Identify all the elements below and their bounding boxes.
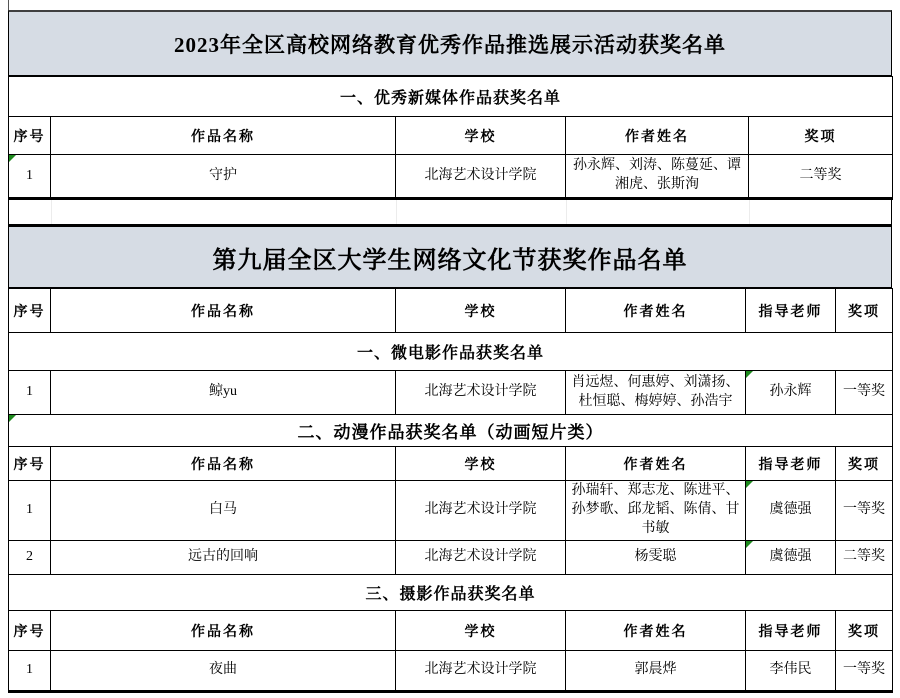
empty-row-strip [8, 200, 892, 224]
award-sheet [8, 10, 892, 693]
header-cell-no: 序号 [9, 611, 51, 651]
header-cell-work: 作品名称 [51, 289, 396, 333]
header-cell-award: 奖项 [836, 447, 893, 481]
header-cell-no: 序号 [9, 447, 51, 481]
cell-authors: 孙永辉、刘涛、陈蔓延、谭湘虎、张斯洵 [566, 155, 749, 199]
cell-teacher: 李伟民 [746, 651, 836, 692]
table1-header-row [9, 117, 893, 155]
banner-title-2023-activity [8, 10, 892, 76]
cell-award: 一等奖 [836, 651, 893, 692]
header-cell-authors: 作者姓名 [566, 611, 746, 651]
cell-award: 二等奖 [749, 155, 893, 199]
cell-award: 一等奖 [836, 371, 893, 415]
header-cell-authors: 作者姓名 [566, 447, 746, 481]
cell-authors: 孙瑞轩、郑志龙、陈进平、孙梦歌、邱龙韬、陈倩、甘书敏 [566, 481, 746, 541]
header-cell-award: 奖项 [749, 117, 893, 155]
cell-school: 北海艺术设计学院 [396, 651, 566, 692]
header-cell-teacher: 指导老师 [746, 611, 836, 651]
cell-no: 1 [9, 651, 51, 692]
header-cell-school: 学校 [396, 289, 566, 333]
header-cell-no: 序号 [9, 117, 51, 155]
header-cell-authors: 作者姓名 [566, 289, 746, 333]
section-title-animation: 二、动漫作品获奖名单（动画短片类） [9, 415, 893, 447]
header-cell-work: 作品名称 [51, 117, 396, 155]
header-cell-school: 学校 [396, 117, 566, 155]
table-row [9, 481, 893, 541]
section-title-new-media: 一、优秀新媒体作品获奖名单 [9, 77, 893, 117]
faint-gridline [396, 200, 397, 224]
header-cell-teacher: 指导老师 [746, 289, 836, 333]
table-culture-festival-awards [8, 288, 893, 693]
cell-authors: 杨雯聪 [566, 541, 746, 575]
cell-teacher: 虞德强 [746, 481, 836, 541]
section-title-photography: 三、摄影作品获奖名单 [9, 575, 893, 611]
faint-gridline [749, 200, 750, 224]
cell-work-name: 远古的回响 [51, 541, 396, 575]
cell-no: 1 [9, 371, 51, 415]
table-new-media-awards [8, 76, 893, 200]
cell-no: 1 [9, 155, 51, 199]
cell-award: 一等奖 [836, 481, 893, 541]
header-cell-school: 学校 [396, 447, 566, 481]
table2-header-row-repeat [9, 447, 893, 481]
banner-title-culture-festival [8, 224, 892, 288]
cell-school: 北海艺术设计学院 [396, 541, 566, 575]
cell-no: 1 [9, 481, 51, 541]
table2-header-row [9, 289, 893, 333]
table2-header-row-repeat [9, 611, 893, 651]
header-cell-work: 作品名称 [51, 447, 396, 481]
cell-teacher: 孙永辉 [746, 371, 836, 415]
header-cell-teacher: 指导老师 [746, 447, 836, 481]
cell-school: 北海艺术设计学院 [396, 481, 566, 541]
header-cell-school: 学校 [396, 611, 566, 651]
cell-authors: 郭晨烨 [566, 651, 746, 692]
banner1-title-text: 2023年全区高校网络教育优秀作品推选展示活动获奖名单 [174, 32, 726, 57]
header-cell-award: 奖项 [836, 289, 893, 333]
header-cell-authors: 作者姓名 [566, 117, 749, 155]
faint-gridline [51, 200, 52, 224]
table-row [9, 651, 893, 692]
header-cell-award: 奖项 [836, 611, 893, 651]
cell-teacher: 虞德强 [746, 541, 836, 575]
cell-authors: 肖远煜、何惠婷、刘潇扬、杜恒聪、梅婷婷、孙浩宇 [566, 371, 746, 415]
table-row [9, 371, 893, 415]
header-cell-no: 序号 [9, 289, 51, 333]
header-cell-work: 作品名称 [51, 611, 396, 651]
faint-gridline [566, 200, 567, 224]
table-row [9, 155, 893, 199]
cell-work-name: 守护 [51, 155, 396, 199]
cell-no: 2 [9, 541, 51, 575]
cell-school: 北海艺术设计学院 [396, 155, 566, 199]
table-row [9, 541, 893, 575]
cell-school: 北海艺术设计学院 [396, 371, 566, 415]
section-title-microfilm: 一、微电影作品获奖名单 [9, 333, 893, 371]
cell-work-name: 鲸yu [51, 371, 396, 415]
cell-work-name: 夜曲 [51, 651, 396, 692]
banner2-title-text: 第九届全区大学生网络文化节获奖作品名单 [212, 247, 688, 274]
cell-work-name: 白马 [51, 481, 396, 541]
cell-award: 二等奖 [836, 541, 893, 575]
